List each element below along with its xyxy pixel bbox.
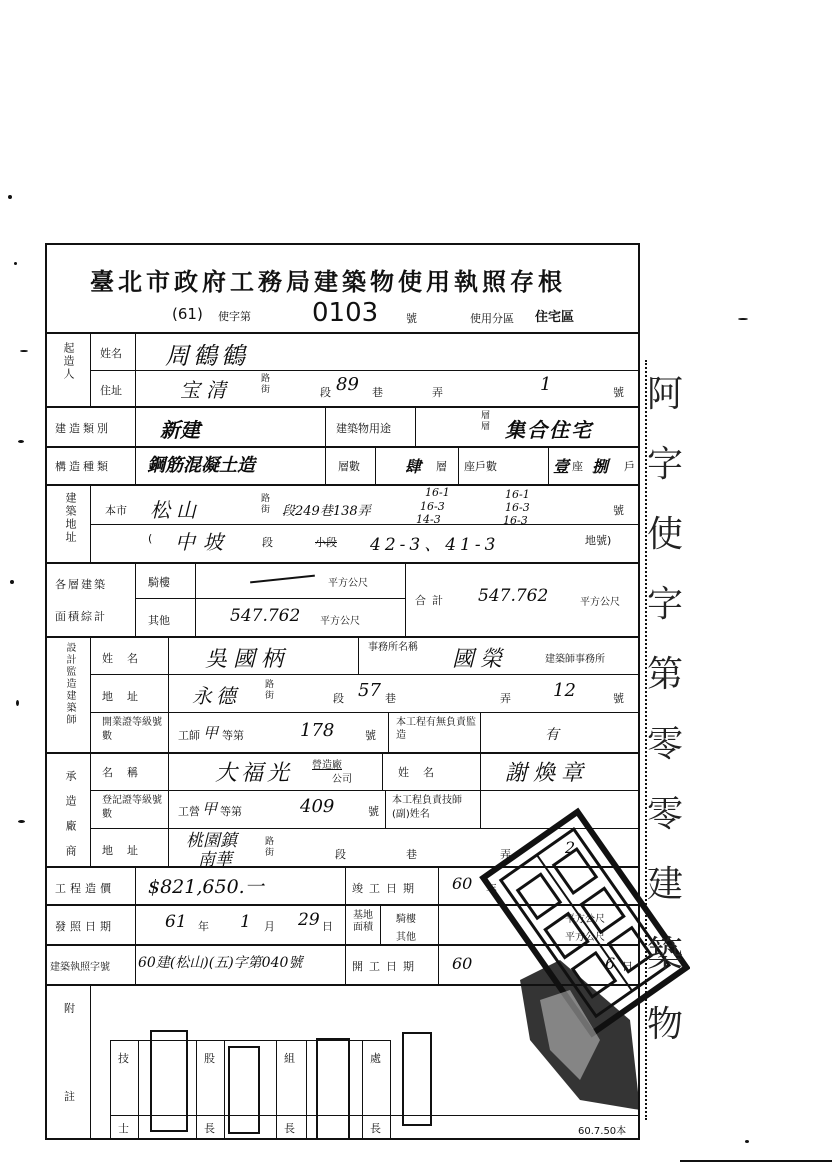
issue-yue: 月 [264, 920, 275, 933]
cost-label: 工程造價 [55, 882, 115, 895]
land-section: 中坡 [175, 530, 231, 554]
contractor-reg-mid: 等第 [220, 805, 242, 818]
rule [195, 562, 196, 636]
building-use-value: 集合住宅 [505, 418, 593, 442]
structure-label: 構造種類 [55, 460, 111, 473]
rule [375, 446, 376, 484]
architect-duan: 段 [333, 692, 344, 705]
contractor-road: 南華 [198, 850, 232, 870]
site-num-b1: 16-1 [505, 488, 530, 501]
site-num-a3: 14-3 [416, 513, 441, 526]
scan-speck [18, 820, 25, 823]
notes-label-2: 註 [64, 1090, 75, 1103]
seal-stamp [228, 1046, 260, 1134]
architect-nong: 弄 [500, 692, 511, 705]
contractor-name: 大福光 [215, 761, 294, 786]
completion-nian: 年 [486, 882, 497, 895]
seal-stamp [150, 1030, 188, 1132]
cost-value: $821,650.一 [148, 876, 264, 898]
floors-unit: 層 [436, 460, 447, 473]
adjacent-page-fragment: 阿 字 使 字 第 零 零 建 築 物 [645, 360, 687, 1120]
rule [90, 524, 640, 525]
rule [405, 562, 406, 636]
contractor-xiang: 巷 [406, 848, 417, 861]
rule [480, 752, 481, 790]
rule [438, 866, 439, 984]
rule [358, 636, 359, 674]
architect-number: 12 [553, 680, 576, 701]
rule [135, 406, 136, 484]
office-suffix: 建築師事務所 [545, 654, 605, 665]
applicant-road: 宝清 [180, 378, 232, 402]
architect-hao: 號 [613, 692, 624, 705]
issue-ri: 日 [322, 920, 333, 933]
units-label: 座戶數 [464, 460, 497, 473]
architect-reg-label: 開業證等級號數 [102, 717, 162, 742]
rule [45, 484, 640, 486]
contractor-name-label: 名稱 [102, 766, 152, 779]
rule [325, 406, 326, 484]
architect-road: 永德 [192, 684, 240, 708]
rule [382, 752, 383, 790]
rule [110, 1040, 111, 1138]
rule [388, 712, 389, 752]
rule [90, 712, 640, 713]
issue-label: 發照日期 [55, 920, 115, 933]
contractor-suffix: 營造廠 [312, 760, 342, 771]
bottom-edge [680, 1160, 832, 1162]
seal-stamp [316, 1038, 350, 1140]
total-unit: 平方公尺 [580, 597, 620, 608]
rule [135, 598, 405, 599]
rule [362, 1040, 363, 1138]
rule [385, 790, 386, 828]
completion-label: 竣工日期 [352, 882, 420, 895]
contractor-road-unit: 路街 [263, 836, 273, 858]
role-ji: 技 [118, 1052, 129, 1065]
office-value: 國榮 [452, 647, 509, 672]
rule [480, 712, 481, 752]
site-group-label: 建築地址 [64, 492, 77, 544]
scan-speck [10, 580, 14, 584]
build-type-value: 新建 [160, 418, 200, 442]
architect-group-label: 設計監造建築師 [64, 642, 75, 726]
building-use-floor: 層層 [479, 410, 489, 432]
contractor-reg-label: 登記證等級號數 [102, 795, 162, 820]
total-value: 547.762 [478, 586, 549, 606]
units-value: 壹 [553, 457, 570, 476]
issue-nian: 年 [198, 920, 209, 933]
contractor-nong: 弄 [500, 848, 511, 861]
start-ri: 日 [622, 960, 633, 973]
architect-name-label: 姓名 [102, 652, 152, 665]
rule [110, 1115, 638, 1116]
scan-speck [738, 318, 748, 320]
scan-speck [18, 440, 24, 443]
rule [135, 332, 136, 406]
architect-addr-label: 地址 [102, 690, 152, 703]
arcade-unit: 平方公尺 [328, 578, 368, 589]
architect-reg-grade: 甲 [203, 724, 219, 742]
rule [90, 984, 91, 1140]
rule [138, 1040, 139, 1138]
issue-area-unit-1: 平方公尺 [565, 914, 605, 925]
role-zu: 組 [284, 1052, 295, 1065]
rule [135, 562, 136, 636]
start-year: 60 [452, 954, 473, 973]
contractor-town: 桃園鎮 [186, 831, 237, 851]
scan-speck [16, 700, 19, 706]
rule [548, 446, 549, 484]
rule [90, 332, 91, 406]
area-group-label-2: 面積綜計 [55, 610, 107, 623]
applicant-name-label: 姓名 [100, 347, 122, 360]
units-zuo: 座 [572, 460, 583, 473]
start-label: 開工日期 [352, 960, 420, 973]
role-chu: 處 [370, 1052, 381, 1065]
land-open: ( [148, 532, 153, 545]
permit-year: (61) [172, 305, 203, 323]
form-title: 臺北市政府工務局建築物使用執照存根 [90, 267, 566, 296]
office-label: 事務所名稱 [368, 642, 418, 653]
scan-speck [20, 350, 28, 352]
units-value-2: 捌 [592, 457, 609, 476]
contractor-reg-hao: 號 [368, 805, 379, 818]
building-permit-value: 60建(松山)(五)字第040號 [138, 955, 303, 971]
role-zu-zhang: 長 [284, 1122, 295, 1135]
architect-reg-hao: 號 [365, 729, 376, 742]
rule [90, 484, 91, 562]
contractor-person-label: 姓名 [398, 766, 448, 779]
arcade-label: 騎樓 [148, 576, 170, 589]
architect-reg-no: 178 [300, 720, 335, 741]
site-area-label: 基地面積 [353, 910, 373, 933]
role-gu: 股 [204, 1052, 215, 1065]
other-unit: 平方公尺 [320, 616, 360, 627]
land-xiaoduan: 小段 [315, 536, 337, 549]
permit-number: 0103 [312, 298, 379, 328]
rule [224, 1040, 225, 1138]
rule [45, 636, 640, 638]
area-group-label-1: 各層建築 [55, 578, 107, 591]
rule [415, 406, 416, 446]
applicant-xiang: 巷 [372, 386, 383, 399]
architect-resp-value: 有 [545, 727, 559, 743]
role-chu-zhang: 長 [370, 1122, 381, 1135]
contractor-person: 謝煥章 [505, 761, 590, 786]
issue-arcade-label: 騎樓 [396, 914, 416, 925]
issue-month: 1 [240, 912, 251, 932]
build-type-label: 建造類別 [55, 422, 111, 435]
contractor-tech-label: 本工程負責技師(副)姓名 [392, 795, 462, 820]
architect-name: 吳國柄 [205, 647, 290, 672]
start-day: 6 [605, 954, 616, 973]
architect-lane: 57 [358, 680, 381, 701]
zone-label: 使用分區 [470, 312, 514, 325]
units-hu: 戶 [624, 460, 635, 473]
building-permit-label: 建築執照字號 [50, 962, 110, 973]
land-unit: 地號) [585, 534, 612, 547]
applicant-road-unit: 路街 [259, 373, 269, 395]
applicant-duan: 段 [320, 386, 331, 399]
site-num-a2: 16-3 [420, 500, 445, 513]
role-shi: 士 [118, 1122, 129, 1135]
ink-smudge [520, 960, 640, 1110]
notes-label-1: 附 [64, 1002, 75, 1015]
contractor-duan: 段 [335, 848, 346, 861]
issue-area-unit-2: 平方公尺 [565, 932, 605, 943]
land-duan: 段 [262, 536, 273, 549]
floors-label: 層數 [338, 460, 360, 473]
rule [196, 1040, 197, 1138]
zone-value: 住宅區 [535, 310, 575, 325]
applicant-nong: 弄 [432, 386, 443, 399]
completion-year: 60 [452, 874, 473, 893]
rule [306, 1040, 307, 1138]
rule [90, 674, 640, 675]
applicant-name: 周鶴鶴 [165, 342, 249, 370]
site-num-a1: 16-1 [425, 486, 450, 499]
architect-reg-mid: 等第 [222, 729, 244, 742]
architect-road-unit: 路街 [263, 679, 273, 701]
contractor-addr-label: 地址 [102, 844, 152, 857]
scan-speck [8, 195, 12, 199]
applicant-lane: 89 [336, 374, 359, 395]
contractor-number: 2 [565, 838, 576, 857]
site-detail: 段249巷138弄 [282, 504, 371, 519]
architect-resp-label: 本工程有無負責監造 [396, 717, 476, 741]
site-road-unit: 路街 [259, 493, 269, 515]
site-city: 本市 [105, 504, 127, 517]
rule [135, 866, 136, 984]
rule [276, 1040, 277, 1138]
rule [380, 904, 381, 944]
scan-speck [745, 1140, 749, 1143]
issue-day: 29 [298, 910, 320, 930]
total-label: 合計 [415, 594, 449, 607]
building-use-label: 建築物用途 [336, 422, 391, 435]
issue-year: 61 [165, 912, 187, 932]
rule [45, 752, 640, 754]
role-gu-zhang: 長 [204, 1122, 215, 1135]
site-road: 松山 [150, 498, 202, 522]
applicant-addr-label: 住址 [100, 384, 122, 397]
site-num-b2: 16-3 [505, 501, 530, 514]
site-num-b3: 16-3 [503, 514, 528, 527]
rule [390, 1040, 391, 1138]
architect-xiang: 巷 [385, 692, 396, 705]
rule [168, 636, 169, 866]
contractor-reg-no: 409 [300, 796, 335, 817]
other-value: 547.762 [230, 606, 301, 626]
seal-stamp [402, 1032, 432, 1126]
rule [345, 866, 346, 984]
applicant-hao: 號 [613, 386, 624, 399]
issue-other-label: 其他 [396, 932, 416, 943]
architect-reg-prefix: 工師 [178, 729, 200, 742]
rule [458, 446, 459, 484]
structure-value: 鋼筋混凝土造 [147, 455, 255, 476]
contractor-reg-prefix: 工營 [178, 805, 200, 818]
site-hao: 號 [613, 504, 624, 517]
applicant-number: 1 [540, 374, 552, 395]
scan-speck [14, 262, 17, 265]
permit-hao: 號 [406, 312, 417, 325]
contractor-group-label: 承造廠商 [64, 770, 77, 870]
land-numbers: 42-3、41-3 [370, 535, 500, 555]
footer-code: 60.7.50本 [578, 1126, 627, 1137]
floors-value: 肆 [405, 457, 422, 476]
other-label: 其他 [148, 614, 170, 627]
contractor-reg-grade: 甲 [202, 800, 218, 818]
contractor-suffix-2: 公司 [332, 774, 352, 785]
rule [90, 636, 91, 866]
applicant-group-label: 起造人 [62, 342, 75, 381]
permit-word: 使字第 [218, 310, 251, 323]
